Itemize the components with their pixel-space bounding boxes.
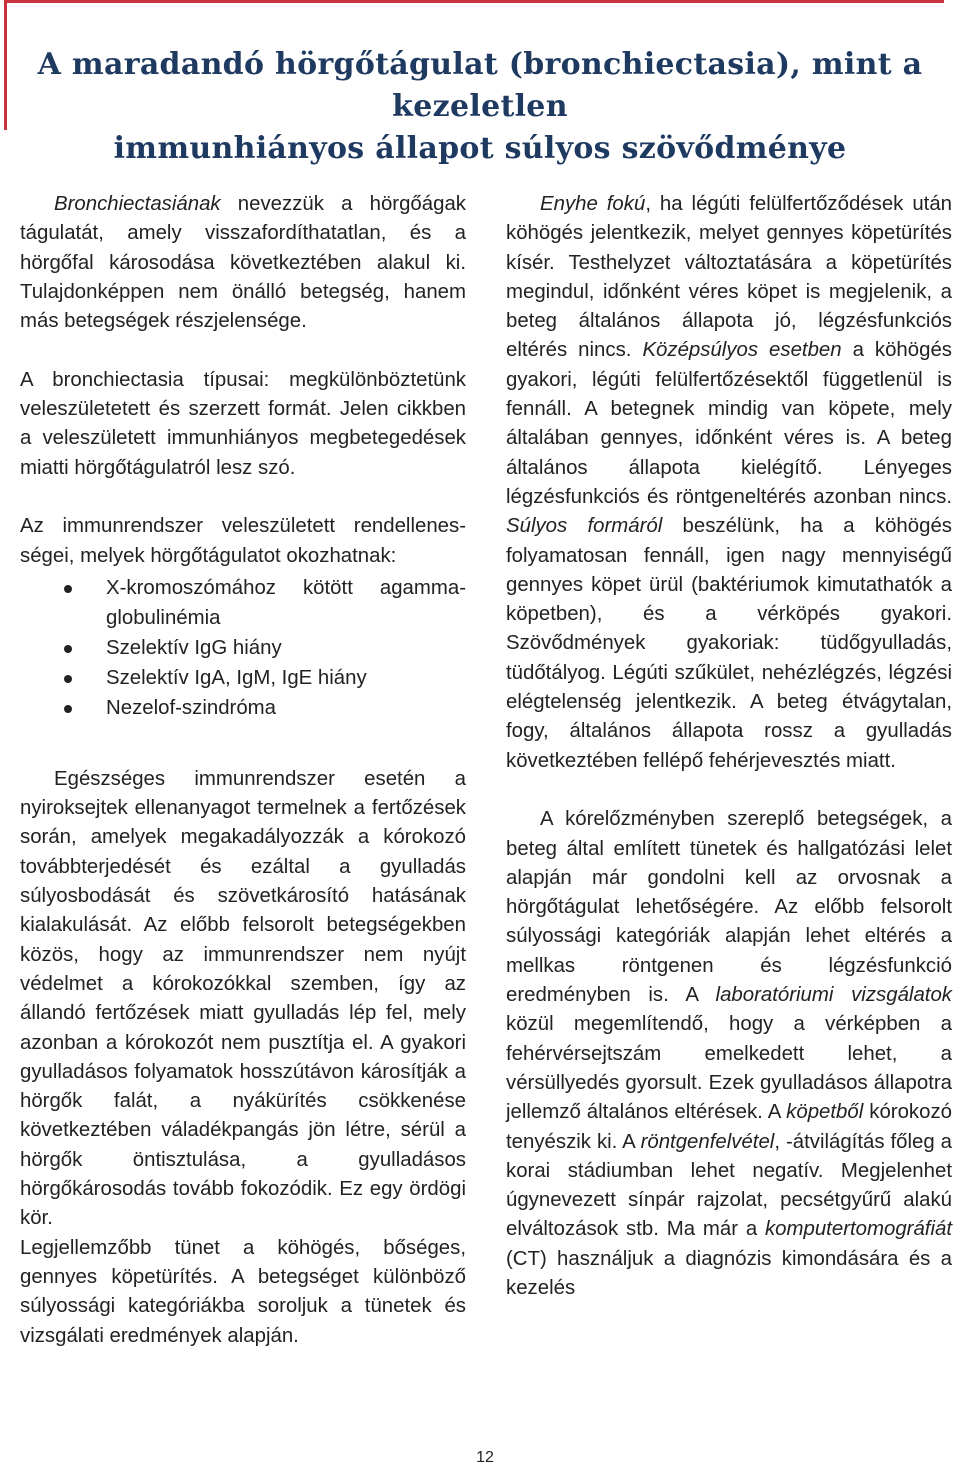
severity-text-2: a köhögés gyakori, légúti felülfertőzésektől függetlenül is fennáll. A betegnek mindig van köpete, mely általában gennyes, időnként véres is. A beteg általános állapota kielégítő. Lényeges légzésfunkciós és röntgeneltérés azonban nincs.	[506, 339, 952, 508]
corner-rule-horizontal	[4, 0, 944, 3]
definition-text: nevezzük a hörgőágak tágulatát, amely visszafordíthatatlan, és a hörgőfal károsodása következtében alakul ki. Tulajdonképpen nem önálló betegség, hanem más betegségek részjelensége.	[20, 193, 466, 333]
term-moderate: Középsúlyos esetben	[642, 339, 842, 362]
list-item	[20, 663, 466, 693]
term-xray: röntgenfelvétel	[640, 1130, 775, 1153]
symptoms-paragraph: Legjellemzőbb tünet a köhögés, bőséges, gennyes köpetürítés. A betegséget különböző súlyossági kategóriákba soroljuk a tünetek és vizsgálati eredmények alapján.	[20, 1236, 466, 1347]
immune-system-paragraph: Egészséges immunrendszer esetén a nyiroksejtek ellenanyagot termelnek a fertőzések során, amelyek megakadályozzák a kórokozó továbbterjedését és ezáltal a gyulladás súlyosbodását és szövetkárosító hatásának kialakulását. Az előbb felsorolt betegségekben közös, hogy az immunrendszer nem nyújt védelmet a kórokozókkal szemben, így az állandó fertőzések miatt gyulladás lép fel, mely azonban a kórokozót nem pusztítja el. A gyakori gyulladásos folyamatok hosszútávon károsítják a hörgők falát, a nyákürítés csökkenése következtében váladékpangás jön létre, sérül a hörgők öntisztulása, a gyulladásos hörgőkárosodás tovább fokozódik. Ez egy ördögi kör.	[20, 767, 466, 1230]
term-severe: Súlyos formáról	[506, 515, 663, 538]
article-title	[10, 44, 950, 170]
bullet-icon	[64, 705, 72, 713]
definition-paragraph	[20, 190, 466, 336]
diagnosis-paragraph	[506, 805, 952, 1303]
causes-intro: Az immunrendszer veleszületett rendellenes-ségei, melyek hörgőtágulatot okozhatnak:	[20, 515, 466, 567]
diagnosis-text-3: kórokozó tenyészik ki. A	[506, 1101, 953, 1153]
list-item	[20, 633, 466, 663]
term-mild: Enyhe fokú	[540, 193, 646, 215]
title-line-2: immunhiányos állapot súlyos szövődménye	[113, 131, 847, 166]
list-item-text: Szelektív IgA, IgM, IgE hiány	[106, 666, 367, 689]
severity-text-3: beszélünk, ha a köhögés folyamatosan fennáll, igen nagy mennyiségű gennyes köpet ürül (baktériumok kimutathatók a köpetben), és a vérköpés gyakori. Szövődmények gyakoriak: tüdőgyulladás, tüdőtályog. Légúti szűkület, nehézlégzés, légzési elégtelenség jelentkezik. A beteg étvágytalan, fogy, általános állapota rossz a gyulladás következtében fellépő fehérjevesztés miatt.	[506, 515, 952, 772]
severity-text-1: , ha légúti felülfertőződések után köhögés jelentkezik, melyet gennyes köpetürítés kísér. Testhelyzet változtatására a köpetürítés megindul, időnként véres köpet is megjelenik, a beteg általános állapota jó, légzésfunkciós eltérés nincs.	[506, 193, 953, 362]
left-column	[20, 190, 466, 1351]
list-item-text: X-kromoszómához kötött agamma-globulinémia	[106, 576, 466, 629]
bullet-icon	[64, 675, 72, 683]
types-paragraph: A bronchiectasia típusai: megkülönböztetünk veleszületetett és szerzett formát. Jelen cikkben a veleszületett immunhiányos megbetegedések miatti hörgőtágulatról lesz szó.	[20, 368, 466, 479]
list-item-text: Nezelof-szindróma	[106, 696, 276, 719]
term-bronchiectasia: Bronchiectasiának	[54, 193, 221, 215]
list-item-text: Szelektív IgG hiány	[106, 636, 282, 659]
term-sputum: köpetből	[786, 1101, 864, 1124]
diagnosis-text-1: A kórelőzményben szereplő betegségek, a beteg által említett tünetek és hallgatózási lelet alapján már gondolni kell az orvosnak a hörgőtágulat lehetőségére. Az előbb felsorolt súlyossági kategóriák alapján lehet eltérés a mellkas röntgenen és légzésfunkció eredményben is. A	[506, 808, 952, 1007]
title-line-1: A maradandó hörgőtágulat (bronchiectasia), mint a kezeletlen	[37, 47, 923, 124]
diagnosis-text-2: közül megemlítendő, hogy a vérképben a fehérvérsejtszám emelkedett lehet, a vérsüllyedés gyorsult. Ezek gyulladásos állapotra jellemző általános eltérések. A	[506, 1013, 952, 1124]
page-number: 12	[476, 1449, 494, 1466]
bullet-icon	[64, 645, 72, 653]
severity-paragraph	[506, 190, 952, 776]
bullet-icon	[64, 585, 72, 593]
list-item	[20, 573, 466, 633]
diagnosis-text-5: (CT) használjuk a diagnózis kimondására és a kezelés	[506, 1247, 952, 1299]
corner-rule-vertical	[4, 0, 7, 130]
list-item	[20, 693, 466, 723]
causes-list	[20, 573, 466, 723]
term-ct: komputertomográfiát	[764, 1218, 952, 1241]
right-column	[506, 190, 952, 1303]
diagnosis-text-4: , -átvilágítás főleg a korai stádiumban lehet negatív. Megjelenhet úgynevezett sínpár rajzolat, pecsétgyűrű alakú elváltozások stb. Ma már a	[506, 1130, 952, 1241]
term-lab-tests: laboratóriumi vizsgálatok	[715, 984, 952, 1007]
